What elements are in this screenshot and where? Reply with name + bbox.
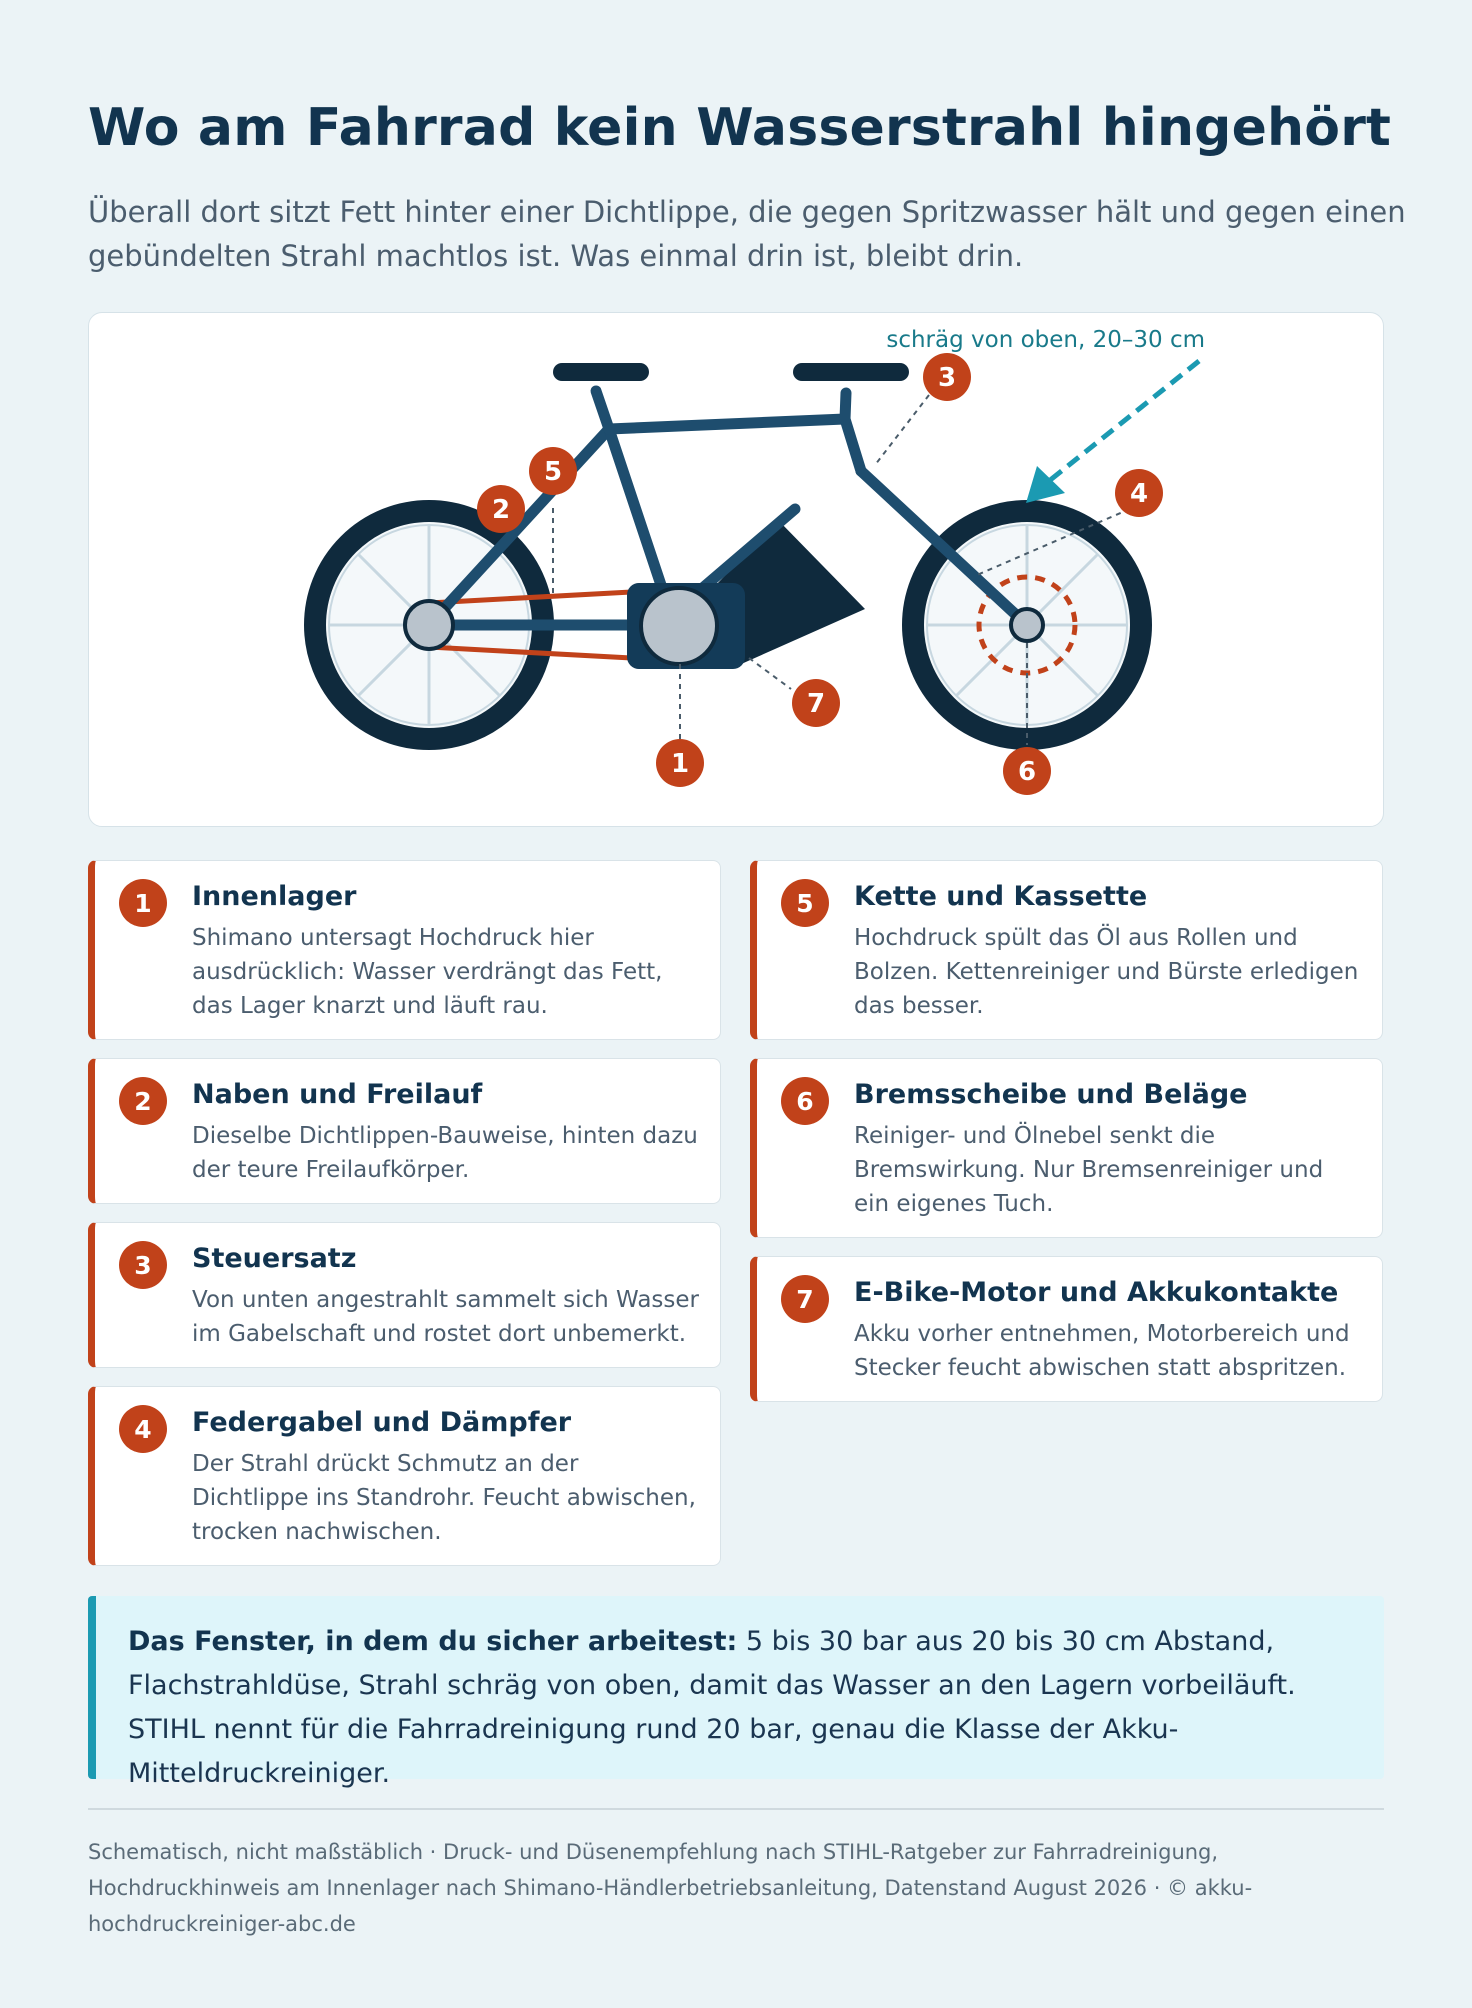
item-number-badge: 6: [781, 1077, 829, 1125]
marker-5: [529, 447, 577, 495]
handlebar: [793, 363, 909, 381]
item-title: E-Bike-Motor und Akkukontakte: [854, 1277, 1339, 1308]
item-number-badge: 1: [119, 879, 167, 927]
marker-3: [923, 353, 971, 401]
callout-lead: Das Fenster, in dem du sicher arbeitest:: [128, 1626, 738, 1657]
item-text: Der Strahl drückt Schmutz an der Dichtlippe ins Standrohr. Feucht abwischen, trocken nachwischen.: [192, 1451, 696, 1545]
page-title: Wo am Fahrrad kein Wasserstrahl hingehört: [88, 98, 1392, 158]
footer-divider: [88, 1808, 1384, 1810]
item-title: Innenlager: [192, 881, 357, 912]
parts-list-right: [750, 860, 1383, 1420]
rear-hub: [405, 601, 453, 649]
jet-label: schräg von oben, 20–30 cm: [886, 327, 1205, 353]
item-title: Federgabel und Dämpfer: [192, 1407, 572, 1438]
safe-window-callout: [88, 1596, 1384, 1789]
item-title: Bremsscheibe und Beläge: [854, 1079, 1248, 1110]
svg-text:6: 6: [1017, 757, 1037, 787]
svg-text:1: 1: [670, 749, 690, 779]
callout-text: 5 bis 30 bar aus 20 bis 30 cm Abstand, Flachstrahldüse, Strahl schräg von oben, damit das Wasser an den Lagern vorbeiläuft. STIHL nennt für die Fahrradreinigung rund 20 bar, genau die Klasse der Akku-Mitteldruckreiniger.: [128, 1626, 1296, 1789]
item-number-badge: 7: [781, 1275, 829, 1323]
item-kette-kassette: [750, 860, 1383, 1040]
saddle: [553, 363, 649, 381]
footer-source-note: Schematisch, nicht maßstäblich · Druck- und Düsenempfehlung nach STIHL-Ratgeber zur Fahrradreinigung, Hochdruckhinweis am Innenlager nach Shimano-Händlerbetriebsanleitung, Datenstand August 2026 · © akku-hochdruckreiniger-abc.de: [88, 1840, 1253, 1936]
marker-6: [1003, 747, 1051, 795]
item-title: Naben und Freilauf: [192, 1079, 483, 1110]
item-steuersatz: [88, 1222, 721, 1368]
parts-list-left: [88, 860, 721, 1584]
item-number-badge: 3: [119, 1241, 167, 1289]
svg-text:7: 7: [806, 689, 826, 719]
item-naben-freilauf: [88, 1058, 721, 1204]
item-text: Reiniger- und Ölnebel senkt die Bremswirkung. Nur Bremsenreiniger und ein eigenes Tuch.: [854, 1123, 1324, 1217]
item-innenlager: [88, 860, 721, 1040]
svg-text:5: 5: [543, 457, 563, 487]
marker-7: [792, 679, 840, 727]
item-text: Dieselbe Dichtlippen-Bauweise, hinten dazu der teure Freilaufkörper.: [192, 1123, 698, 1183]
item-number-badge: 5: [781, 879, 829, 927]
marker-4: [1115, 469, 1163, 517]
item-text: Akku vorher entnehmen, Motorbereich und Stecker feucht abwischen statt abspritzen.: [854, 1321, 1350, 1381]
water-jet-arrow: [1026, 361, 1199, 503]
item-text: Hochdruck spült das Öl aus Rollen und Bolzen. Kettenreiniger und Bürste erledigen das besser.: [854, 925, 1359, 1019]
marker-2: [477, 485, 525, 533]
item-federgabel: [88, 1386, 721, 1566]
item-ebike-motor: [750, 1256, 1383, 1402]
bike-diagram: [89, 313, 1384, 827]
item-text: Von unten angestrahlt sammelt sich Wasser im Gabelschaft und rostet dort unbemerkt.: [192, 1287, 699, 1347]
svg-text:2: 2: [491, 495, 511, 525]
front-hub: [1011, 609, 1043, 641]
item-number-badge: 4: [119, 1405, 167, 1453]
item-bremsscheibe: [750, 1058, 1383, 1238]
svg-text:3: 3: [937, 363, 957, 393]
svg-text:4: 4: [1129, 479, 1149, 509]
item-number-badge: 2: [119, 1077, 167, 1125]
item-text: Shimano untersagt Hochdruck hier ausdrücklich: Wasser verdrängt das Fett, das Lager knarzt und läuft rau.: [192, 925, 663, 1019]
item-title: Kette und Kassette: [854, 881, 1148, 912]
item-title: Steuersatz: [192, 1243, 357, 1274]
marker-1: [656, 739, 704, 787]
bottom-bracket: [641, 588, 717, 664]
page-subtitle: Überall dort sitzt Fett hinter einer Dichtlippe, die gegen Spritzwasser hält und gegen einen gebündelten Strahl machtlos ist. Was einmal drin ist, bleibt drin.: [88, 195, 1406, 273]
bike-diagram-card: [88, 312, 1384, 827]
